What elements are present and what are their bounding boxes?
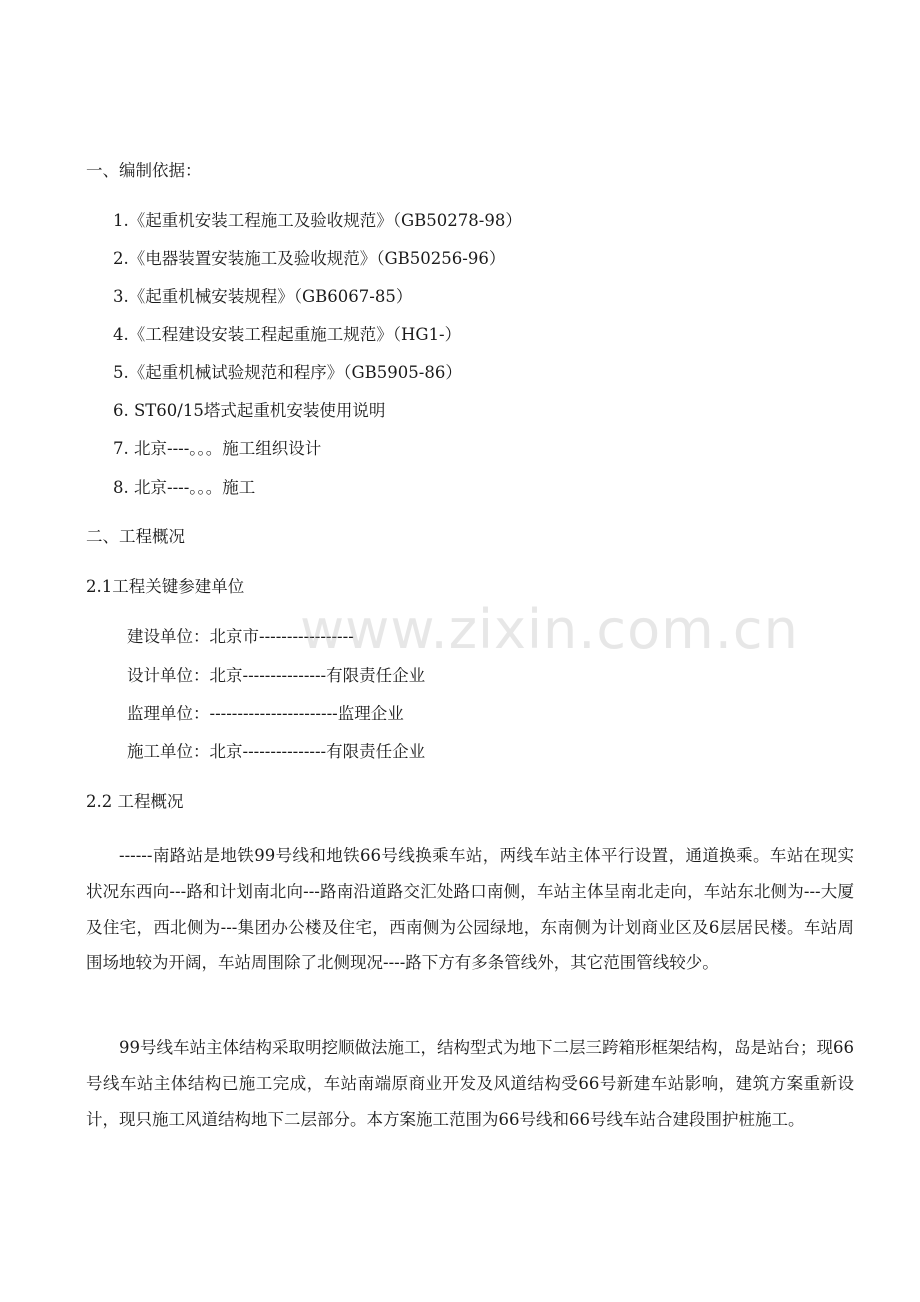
participant-unit: 建设单位：北京市----------------- xyxy=(127,627,354,646)
watermark: www.zixin.com.cn xyxy=(300,598,799,661)
list-item: 2.《电器装置安装施工及验收规范》（GB50256-96） xyxy=(113,249,506,268)
list-item: 7. 北京----。。。施工组织设计 xyxy=(113,439,322,458)
participant-unit: 设计单位：北京---------------有限责任企业 xyxy=(127,666,426,685)
list-item: 6. ST60/15塔式起重机安装使用说明 xyxy=(113,401,386,420)
list-item: 4.《工程建设安装工程起重施工规范》（HG1-） xyxy=(113,325,462,344)
subsection-2-1-heading: 2.1工程关键参建单位 xyxy=(86,577,245,596)
participant-unit: 施工单位：北京---------------有限责任企业 xyxy=(127,742,426,761)
list-item: 1.《起重机安装工程施工及验收规范》（GB50278-98） xyxy=(113,211,522,230)
list-item: 8. 北京----。。。施工 xyxy=(113,478,256,497)
participant-unit: 监理单位：-----------------------监理企业 xyxy=(127,704,404,723)
list-item: 5.《起重机械试验规范和程序》（GB5905-86） xyxy=(113,363,462,382)
section-2-heading: 二、工程概况 xyxy=(86,527,185,546)
list-item: 3.《起重机械安装规程》（GB6067-85） xyxy=(113,287,413,306)
paragraph: 99号线车站主体结构采取明挖顺做法施工，结构型式为地下二层三跨箱形框架结构，岛是站台；现66号线车站主体结构已施工完成，车站南端原商业开发及风道结构受66号新建车站影响，建筑方案重新设计，现只施工风道结构地下二层部分。本方案施工范围为66号线和66号线车站合建段围护桩施工。 xyxy=(86,1038,854,1129)
subsection-2-2-heading: 2.2 工程概况 xyxy=(86,792,184,811)
section-1-heading: 一、编制依据： xyxy=(86,161,202,180)
paragraph: ------南路站是地铁99号线和地铁66号线换乘车站，两线车站主体平行设置，通道换乘。车站在现实状况东西向---路和计划南北向---路南沿道路交汇处路口南侧，车站主体呈南北走向，车站东北侧为---大厦及住宅，西北侧为---集团办公楼及住宅，西南侧为公园绿地，东南侧为计划商业区及6层居民楼。车站周围场地较为开阔，车站周围除了北侧现况----路下方有多条管线外，其它范围管线较少。 xyxy=(86,846,854,973)
